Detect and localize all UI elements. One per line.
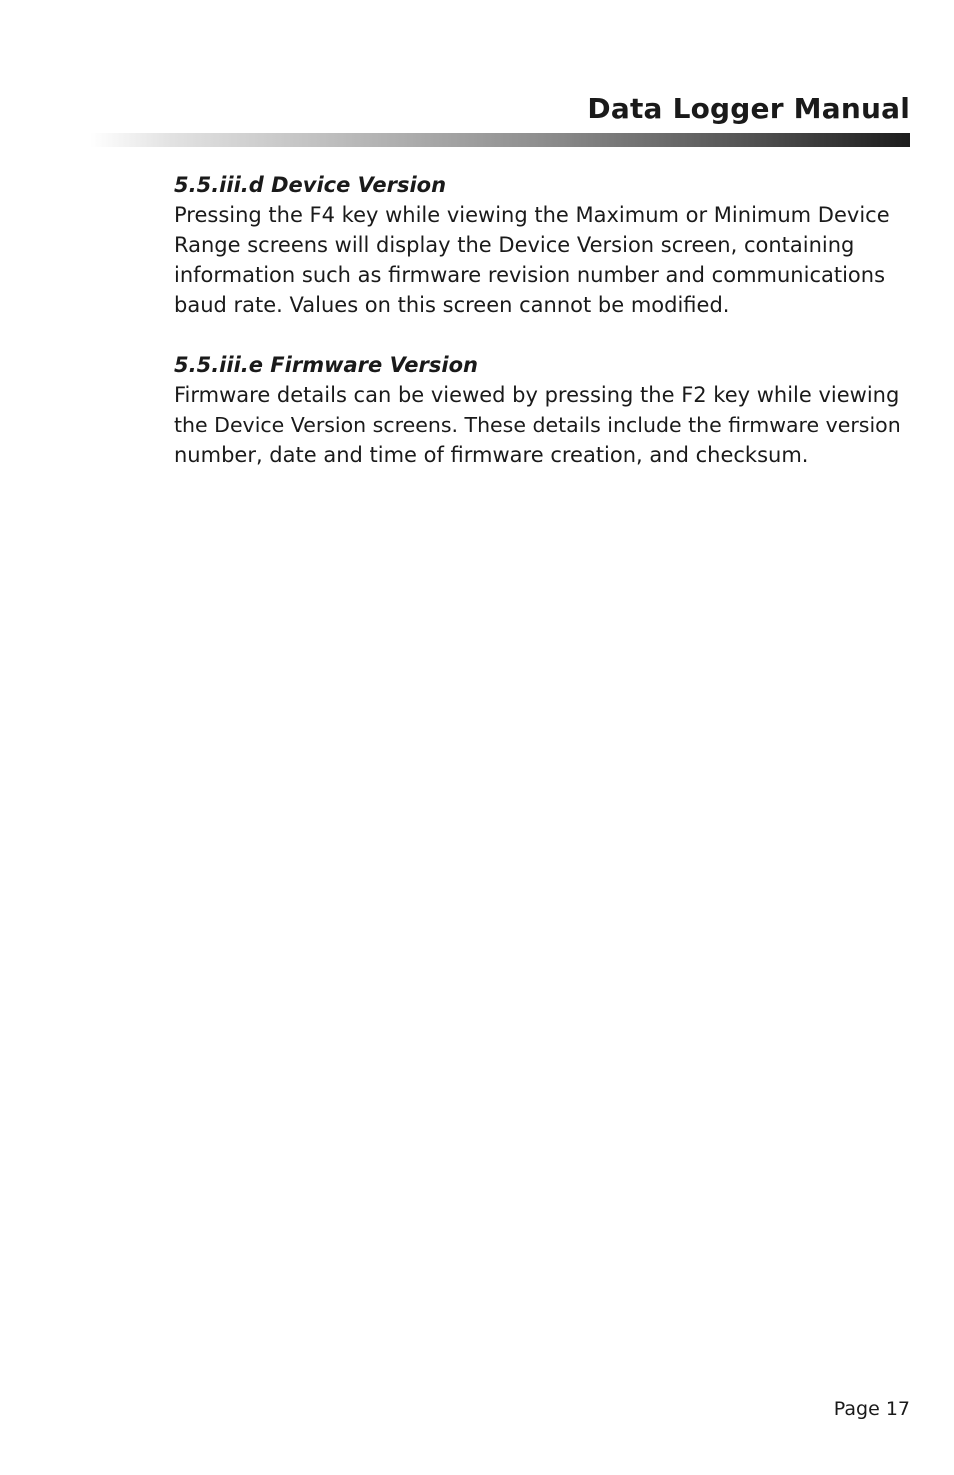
header-gradient-rule [90, 133, 910, 147]
paragraph-line: the Device Version screens. These details include the firmware version [174, 413, 901, 437]
paragraph-line: Range screens will display the Device Version screen, containing [174, 233, 855, 257]
section-paragraph [174, 380, 914, 470]
paragraph-line: information such as firmware revision number and communications [174, 263, 886, 287]
paragraph-line: Pressing the F4 key while viewing the Maximum or Minimum Device [174, 203, 890, 227]
section-firmware-version [174, 350, 914, 470]
paragraph-line: Firmware details can be viewed by pressing the F2 key while viewing [174, 383, 900, 407]
section-paragraph [174, 200, 914, 320]
section-heading: 5.5.iii.e Firmware Version [174, 353, 478, 377]
manual-title: Data Logger Manual [587, 92, 910, 125]
section-heading: 5.5.iii.d Device Version [174, 173, 447, 197]
section-device-version [174, 170, 914, 320]
page-content [174, 170, 914, 500]
paragraph-line: baud rate. Values on this screen cannot be modified. [174, 293, 730, 317]
page-number: Page 17 [833, 1398, 910, 1420]
paragraph-line: number, date and time of firmware creation, and checksum. [174, 443, 809, 467]
